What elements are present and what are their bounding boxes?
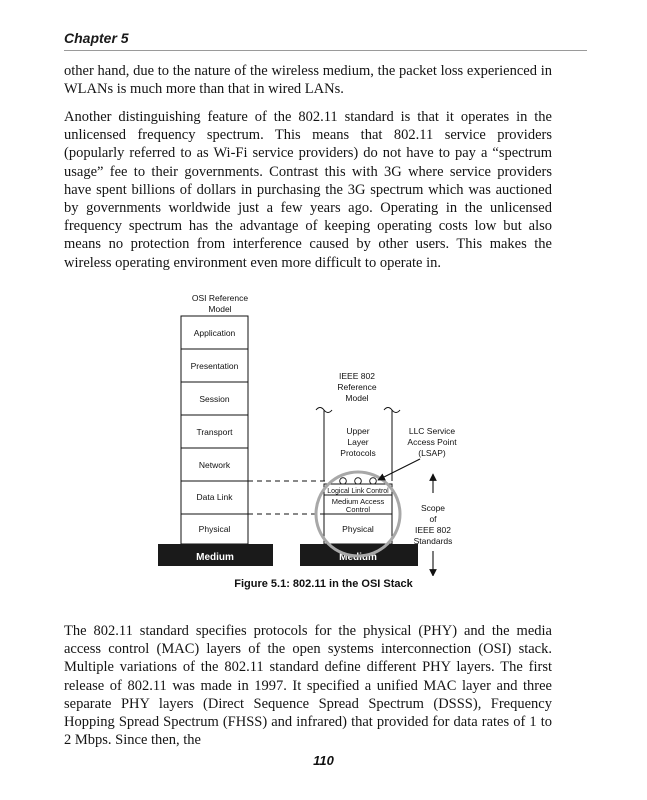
lsap-circle: [355, 478, 362, 485]
osi-model-title: OSI Reference Model: [191, 293, 249, 314]
ieee-physical-label: Physical: [342, 524, 374, 534]
lsap-circle: [370, 478, 377, 485]
figure-caption: Figure 5.1: 802.11 in the OSI Stack: [234, 578, 413, 590]
osi-layer-label: Physical: [198, 524, 231, 534]
scope-label: Scope of IEEE 802 Standards: [413, 503, 453, 546]
chapter-header: Chapter 5: [64, 30, 129, 46]
body-paragraph-1: other hand, due to the nature of the wireless medium, the packet loss experienced in WLANs is much more than that in wired LANs.: [64, 63, 552, 98]
header-rule: [64, 50, 587, 51]
llc-label: Logical Link Control: [327, 488, 389, 495]
osi-stack-figure: [150, 286, 480, 576]
lsap-arrow: [378, 459, 420, 480]
lsap-label: LLC Service Access Point (LSAP): [407, 426, 457, 458]
ieee-model-title: IEEE 802 Reference Model: [337, 371, 377, 403]
osi-medium-label: Medium: [196, 552, 234, 563]
osi-layer-label: Presentation: [190, 361, 239, 371]
lsap-circle: [340, 478, 347, 485]
body-paragraph-3: The 802.11 standard specifies protocols for the physical (PHY) and the media access control (MAC) layers of the open systems interconnection (OSI) stack. Multiple variations of the 802.11 standard define different PHY layers. The first release of 802.11 was made in 1997. It specified a unified MAC layer and three separate PHY layers (Direct Sequence Spread Spectrum (DSSS), Frequency Hopping Spread Spectrum (FHSS) and infrared) that provided for data rates of 1 to 2 Mbps. Since then, the: [64, 623, 552, 749]
mac-label: Medium Access Control: [331, 497, 385, 514]
body-paragraph-2: Another distinguishing feature of the 802.11 standard is that it operates in the unlicensed frequency spectrum. This means that 802.11 service providers (popularly referred to as Wi-Fi service providers) do not have to pay a “spectrum usage” fee to their governments. Contrast this with 3G where service providers have spent billions of dollars in purchasing the 3G spectrum which was auctioned by governments worldwide just a few years ago. Operating in the unlicensed frequency spectrum has the advantage of keeping operating costs low but also means no protection from interference caused by other users. This makes the wireless operating environment even more difficult to operate in.: [64, 109, 552, 271]
osi-layer-label: Transport: [196, 427, 233, 437]
osi-layer-label: Application: [193, 328, 236, 338]
upper-layer-protocols: Upper Layer Protocols: [340, 426, 376, 458]
osi-layer-label: Data Link: [196, 492, 233, 502]
page-number: 110: [313, 753, 334, 768]
lsap-annotation: [378, 426, 457, 480]
osi-layer-label: Session: [199, 394, 230, 404]
ieee-medium-label: Medium: [339, 552, 377, 563]
osi-layer-label: Network: [198, 460, 231, 470]
scope-annotation: [414, 474, 453, 576]
osi-model: [158, 293, 273, 566]
